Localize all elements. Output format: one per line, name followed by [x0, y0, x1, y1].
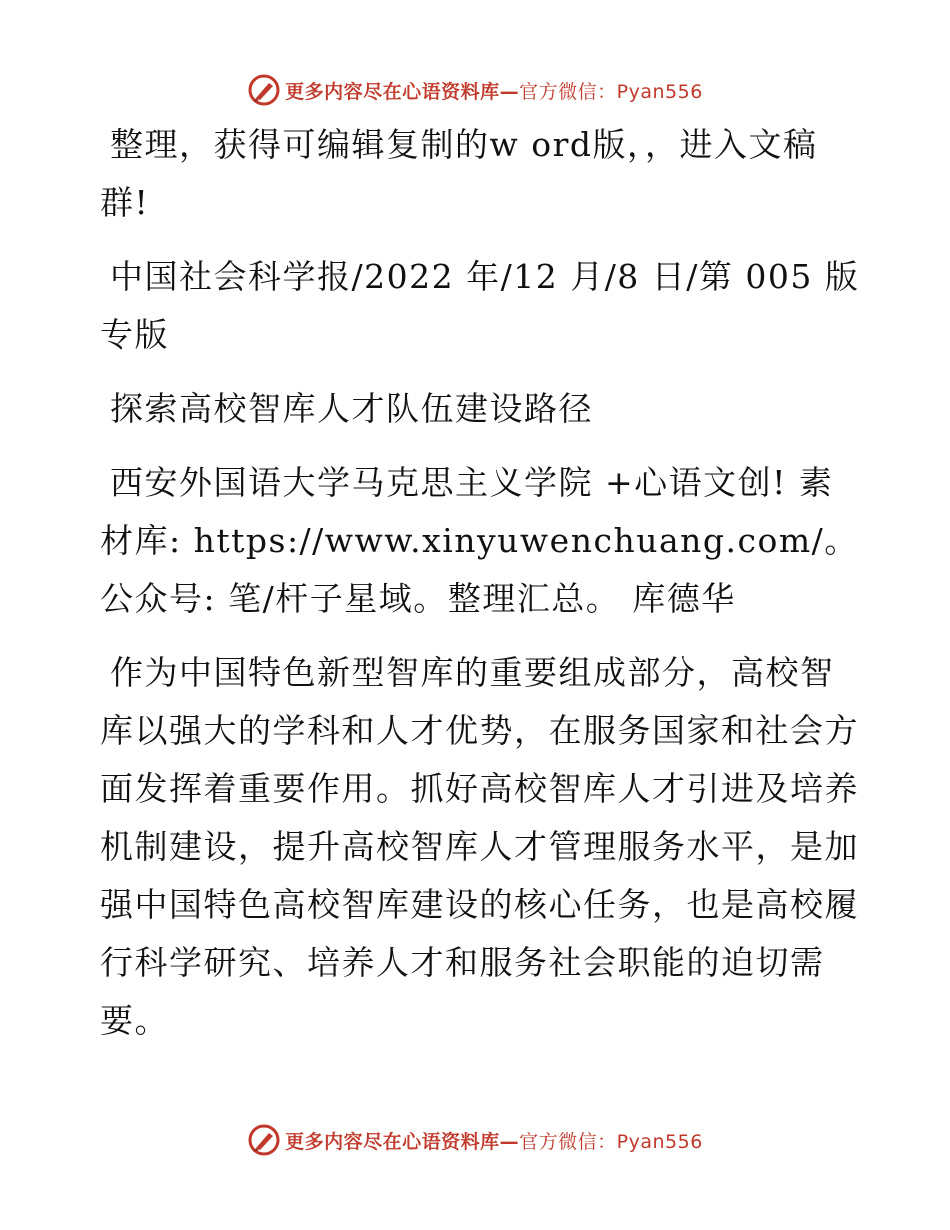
document-body: [100, 116, 860, 1066]
header-watermark-banner: [0, 70, 950, 110]
footer-banner-text: [285, 1127, 703, 1154]
banner-contact-text: 官方微信：Pyan556: [519, 80, 703, 103]
pen-logo-icon: [247, 73, 281, 107]
paragraph-author: 西安外国语大学马克思主义学院 +心语文创! 素材库: https://www.xinyuwenchuang.com/。公众号: 笔/杆子星域。整理汇总。 库德华: [100, 463, 859, 618]
banner-main-text: 更多内容尽在心语资料库—: [285, 1130, 520, 1153]
paragraph-body: 作为中国特色新型智库的重要组成部分，高校智库以强大的学科和人才优势，在服务国家和社会方面发挥着重要作用。抓好高校智库人才引进及培养机制建设，提升高校智库人才管理服务水平，是加强中国特色高校智库建设的核心任务，也是高校履行科学研究、培养人才和服务社会职能的迫切需要。: [100, 653, 859, 1040]
paragraph-intro: 整理，获得可编辑复制的w ord版，，进入文稿群!: [100, 125, 818, 222]
banner-main-text: 更多内容尽在心语资料库—: [285, 80, 520, 103]
banner-contact-text: 官方微信：Pyan556: [519, 1130, 703, 1153]
article-title: 探索高校智库人才队伍建设路径: [110, 389, 593, 428]
header-banner-text: [285, 77, 703, 104]
paragraph-source: 中国社会科学报/2022 年/12 月/8 日/第 005 版专版: [100, 257, 860, 354]
pen-logo-icon: [247, 1123, 281, 1157]
footer-watermark-banner: [0, 1120, 950, 1160]
